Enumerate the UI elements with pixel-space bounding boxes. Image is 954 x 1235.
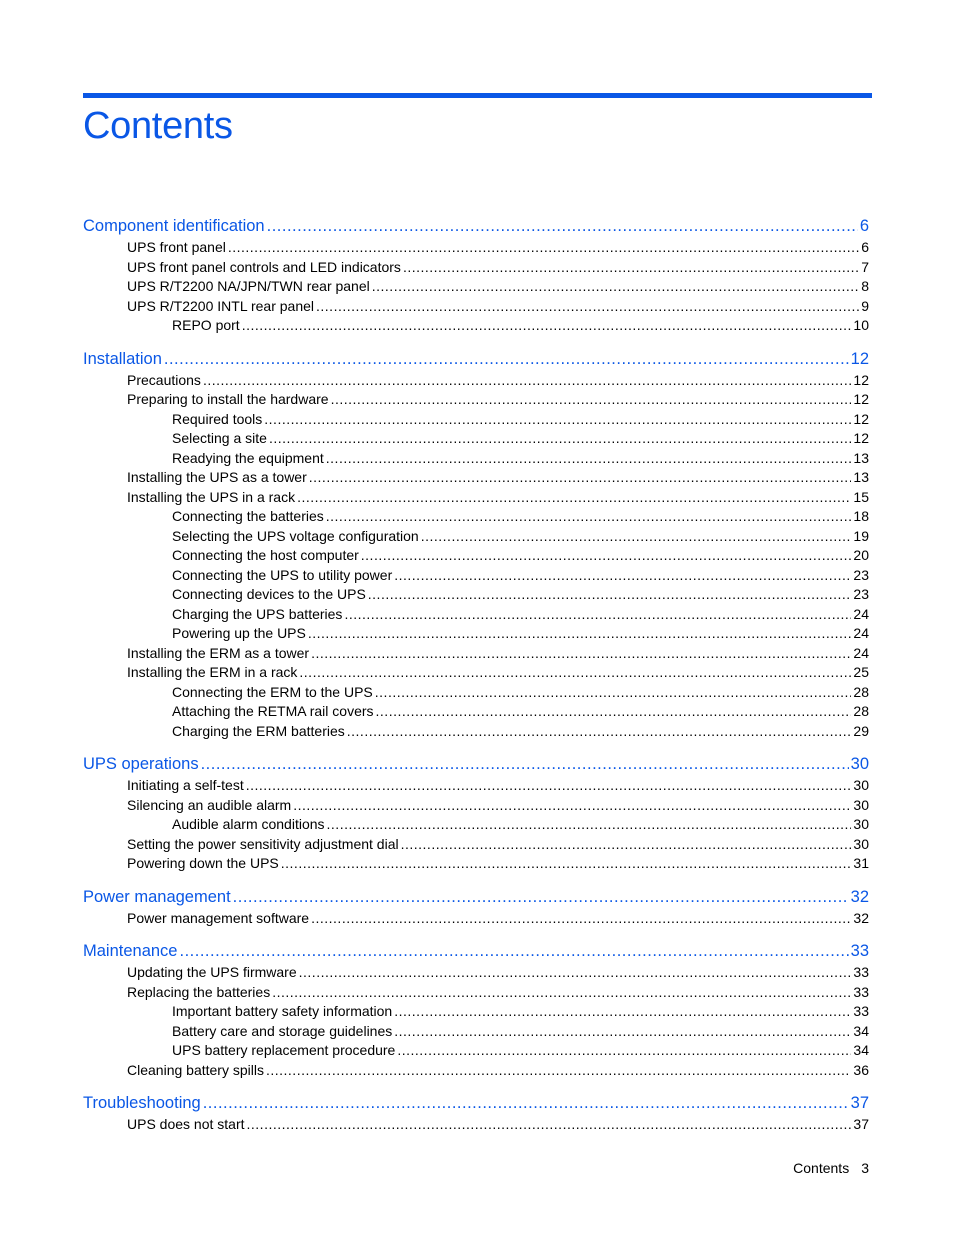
toc-section-link[interactable]	[83, 527, 869, 547]
toc-entry-title: Updating the UPS firmware	[127, 964, 297, 980]
toc-page-number: 8	[861, 278, 869, 294]
toc-page-number: 6	[861, 239, 869, 255]
toc-entry-title: Troubleshooting	[83, 1094, 201, 1112]
toc-section-link[interactable]	[83, 776, 869, 796]
toc-entry-title: Connecting devices to the UPS	[172, 586, 366, 602]
toc-page-number: 33	[853, 964, 869, 980]
toc-page-number: 24	[853, 625, 869, 641]
toc-leader-dots	[293, 796, 851, 816]
toc-leader-dots	[247, 1115, 852, 1135]
toc-leader-dots	[327, 815, 852, 835]
toc-section-link[interactable]	[83, 429, 869, 449]
toc-section-link[interactable]	[83, 624, 869, 644]
toc-leader-dots	[269, 429, 851, 449]
toc-leader-dots	[203, 1091, 849, 1115]
toc-page-number: 32	[850, 887, 869, 906]
toc-leader-dots	[308, 624, 852, 644]
toc-page-number: 6	[859, 217, 869, 235]
toc-entry-title: Installation	[83, 349, 162, 368]
page-footer	[793, 1158, 869, 1178]
toc-entry-title: Connecting the batteries	[172, 508, 324, 524]
toc-leader-dots	[421, 527, 852, 547]
toc-leader-dots	[368, 585, 852, 605]
toc-leader-dots	[297, 488, 851, 508]
toc-entry-title: REPO port	[172, 317, 240, 333]
toc-entry-title: Selecting the UPS voltage configuration	[172, 527, 419, 544]
toc-entry-title: Audible alarm conditions	[172, 816, 325, 832]
toc-page-number: 30	[853, 816, 869, 832]
toc-section-link[interactable]	[83, 815, 869, 835]
toc-leader-dots	[201, 752, 849, 776]
toc-leader-dots	[309, 468, 852, 488]
toc-section-link[interactable]	[83, 702, 869, 722]
toc-entry-title: Installing the UPS as a tower	[127, 469, 307, 485]
toc-entry-title: Installing the UPS in a rack	[127, 488, 296, 505]
toc-section-link[interactable]	[83, 297, 869, 317]
toc-page-number: 12	[853, 371, 869, 388]
toc-page-number: 15	[853, 488, 869, 505]
toc-section-link[interactable]	[83, 644, 869, 664]
toc-section-link[interactable]	[83, 796, 869, 816]
toc-section-link[interactable]	[83, 683, 869, 703]
toc-leader-dots	[299, 663, 851, 683]
toc-page-number: 34	[853, 1042, 869, 1058]
toc-page-number: 12	[853, 430, 869, 446]
toc-entry-title: Powering up the UPS	[172, 625, 306, 641]
toc-leader-dots	[344, 605, 851, 625]
title-rule	[83, 93, 872, 98]
toc-chapter-link[interactable]	[83, 885, 869, 909]
toc-section-link[interactable]	[83, 1022, 869, 1042]
toc-entry-title: Precautions	[127, 371, 201, 388]
toc-leader-dots	[375, 683, 852, 703]
toc-leader-dots	[246, 776, 852, 796]
toc-leader-dots	[266, 1061, 851, 1081]
toc-section-link[interactable]	[83, 238, 869, 258]
toc-entry-title: UPS operations	[83, 755, 199, 773]
toc-entry-title: Power management software	[127, 909, 310, 926]
footer-section: Contents	[793, 1160, 850, 1176]
toc-leader-dots	[242, 316, 852, 336]
toc-leader-dots	[228, 238, 859, 258]
toc-leader-dots	[299, 963, 852, 983]
toc-chapter-link[interactable]	[83, 1091, 869, 1115]
toc-leader-dots	[311, 644, 851, 664]
toc-entry-title: UPS does not start	[127, 1116, 245, 1132]
toc-page-number: 28	[853, 683, 869, 700]
toc-page-number: 30	[853, 796, 869, 813]
toc-entry-title: Connecting the UPS to utility power	[172, 566, 393, 583]
toc-section-link[interactable]	[83, 983, 869, 1003]
toc-section-link[interactable]	[83, 854, 869, 874]
toc-page-number: 10	[853, 317, 869, 333]
toc-page-number: 33	[853, 983, 869, 1000]
toc-chapter-link[interactable]	[83, 939, 869, 963]
footer-page-number: 3	[861, 1160, 869, 1176]
page-title: Contents	[83, 105, 233, 147]
toc-entry-title: Initiating a self-test	[127, 777, 244, 793]
toc-leader-dots	[394, 566, 851, 586]
toc-section-link[interactable]	[83, 605, 869, 625]
toc-page-number: 18	[853, 508, 869, 524]
toc-page-number: 29	[853, 722, 869, 739]
toc-page-number: 23	[853, 586, 869, 602]
toc-entry-title: Silencing an audible alarm	[127, 796, 292, 813]
toc-chapter-link[interactable]	[83, 347, 869, 371]
toc-leader-dots	[376, 702, 852, 722]
toc-section-link[interactable]	[83, 371, 869, 391]
toc-page-number: 23	[853, 566, 869, 583]
toc-leader-dots	[401, 835, 852, 855]
toc-page-number: 33	[853, 1003, 869, 1019]
toc-page-number: 32	[853, 909, 869, 926]
toc-section-link[interactable]	[83, 410, 869, 430]
toc-entry-title: Charging the ERM batteries	[172, 722, 345, 739]
toc-page-number: 30	[853, 777, 869, 793]
toc-chapter-link[interactable]	[83, 752, 869, 776]
toc-entry-title: Powering down the UPS	[127, 855, 279, 871]
toc-page-number: 30	[850, 755, 869, 773]
toc-page-number: 30	[853, 835, 869, 852]
toc-leader-dots	[403, 258, 859, 278]
toc-section-link[interactable]	[83, 963, 869, 983]
toc-entry-title: Preparing to install the hardware	[127, 391, 329, 407]
toc-entry-title: UPS R/T2200 NA/JPN/TWN rear panel	[127, 278, 370, 294]
toc-page-number: 24	[853, 605, 869, 622]
toc-page-number: 20	[853, 547, 869, 563]
toc-section-link[interactable]	[83, 390, 869, 410]
toc-page-number: 24	[853, 644, 869, 661]
toc-section-link[interactable]	[83, 835, 869, 855]
toc-leader-dots	[281, 854, 852, 874]
toc-leader-dots	[316, 297, 859, 317]
toc-section-link[interactable]	[83, 546, 869, 566]
toc-entry-title: Cleaning battery spills	[127, 1061, 264, 1078]
toc-page-number: 28	[853, 703, 869, 719]
toc-leader-dots	[264, 410, 851, 430]
toc-section-link[interactable]	[83, 585, 869, 605]
toc-entry-title: Attaching the RETMA rail covers	[172, 703, 374, 719]
toc-entry-title: Connecting the host computer	[172, 547, 359, 563]
toc-leader-dots	[397, 1041, 851, 1061]
toc-leader-dots	[164, 347, 849, 371]
toc-page-number: 31	[853, 855, 869, 871]
toc-entry-title: Replacing the batteries	[127, 983, 271, 1000]
toc-entry-title: Power management	[83, 887, 231, 906]
toc-page-number: 12	[853, 410, 869, 427]
toc-page-number: 12	[850, 349, 869, 368]
toc-leader-dots	[326, 507, 852, 527]
toc-page-number: 37	[853, 1116, 869, 1132]
toc-section-link[interactable]	[83, 909, 869, 929]
toc-entry-title: Setting the power sensitivity adjustment dial	[127, 835, 399, 852]
toc-section-link[interactable]	[83, 277, 869, 297]
toc-section-link[interactable]	[83, 507, 869, 527]
toc-entry-title: Important battery safety information	[172, 1003, 393, 1019]
toc-section-link[interactable]	[83, 566, 869, 586]
toc-leader-dots	[311, 909, 851, 929]
toc-entry-title: Required tools	[172, 410, 263, 427]
toc-section-link[interactable]	[83, 258, 869, 278]
toc-page-number: 9	[861, 297, 869, 314]
toc-page-number: 36	[853, 1061, 869, 1078]
toc-leader-dots	[347, 722, 852, 742]
toc-section-link[interactable]	[83, 722, 869, 742]
toc-page-number: 7	[861, 258, 869, 275]
toc-leader-dots	[326, 449, 852, 469]
toc-leader-dots	[203, 371, 851, 391]
toc-leader-dots	[361, 546, 852, 566]
toc-leader-dots	[272, 983, 851, 1003]
toc-section-link[interactable]	[83, 1002, 869, 1022]
toc-section-link[interactable]	[83, 1061, 869, 1081]
toc-leader-dots	[394, 1002, 851, 1022]
toc-entry-title: UPS front panel controls and LED indicators	[127, 258, 401, 275]
toc-section-link[interactable]	[83, 449, 869, 469]
toc-entry-title: Installing the ERM as a tower	[127, 644, 310, 661]
toc-entry-title: Selecting a site	[172, 430, 267, 446]
toc-page-number: 33	[850, 942, 869, 960]
toc-entry-title: UPS battery replacement procedure	[172, 1042, 396, 1058]
toc-page-number: 13	[853, 469, 869, 485]
toc-page-number: 34	[853, 1022, 869, 1039]
toc-entry-title: UPS front panel	[127, 239, 226, 255]
toc-entry-title: Maintenance	[83, 942, 178, 960]
toc-section-link[interactable]	[83, 663, 869, 683]
toc-page-number: 12	[853, 391, 869, 407]
toc-entry-title: UPS R/T2200 INTL rear panel	[127, 297, 315, 314]
toc-page-number: 37	[850, 1094, 869, 1112]
toc-section-link[interactable]	[83, 1041, 869, 1061]
toc-chapter-link[interactable]	[83, 214, 869, 238]
toc-leader-dots	[267, 214, 858, 238]
toc-leader-dots	[394, 1022, 851, 1042]
toc-page-number: 13	[853, 449, 869, 466]
toc-entry-title: Connecting the ERM to the UPS	[172, 683, 373, 700]
toc-section-link[interactable]	[83, 316, 869, 336]
toc-leader-dots	[179, 939, 848, 963]
toc-page-number: 19	[853, 527, 869, 544]
toc-section-link[interactable]	[83, 488, 869, 508]
toc-leader-dots	[233, 885, 849, 909]
toc-section-link[interactable]	[83, 1115, 869, 1135]
toc-entry-title: Component identification	[83, 217, 265, 235]
toc-entry-title: Battery care and storage guidelines	[172, 1022, 393, 1039]
toc-entry-title: Readying the equipment	[172, 449, 324, 466]
table-of-contents	[83, 214, 869, 1135]
toc-entry-title: Installing the ERM in a rack	[127, 664, 298, 680]
toc-section-link[interactable]	[83, 468, 869, 488]
toc-page-number: 25	[853, 664, 869, 680]
toc-leader-dots	[372, 277, 859, 297]
toc-entry-title: Charging the UPS batteries	[172, 605, 343, 622]
toc-leader-dots	[331, 390, 852, 410]
